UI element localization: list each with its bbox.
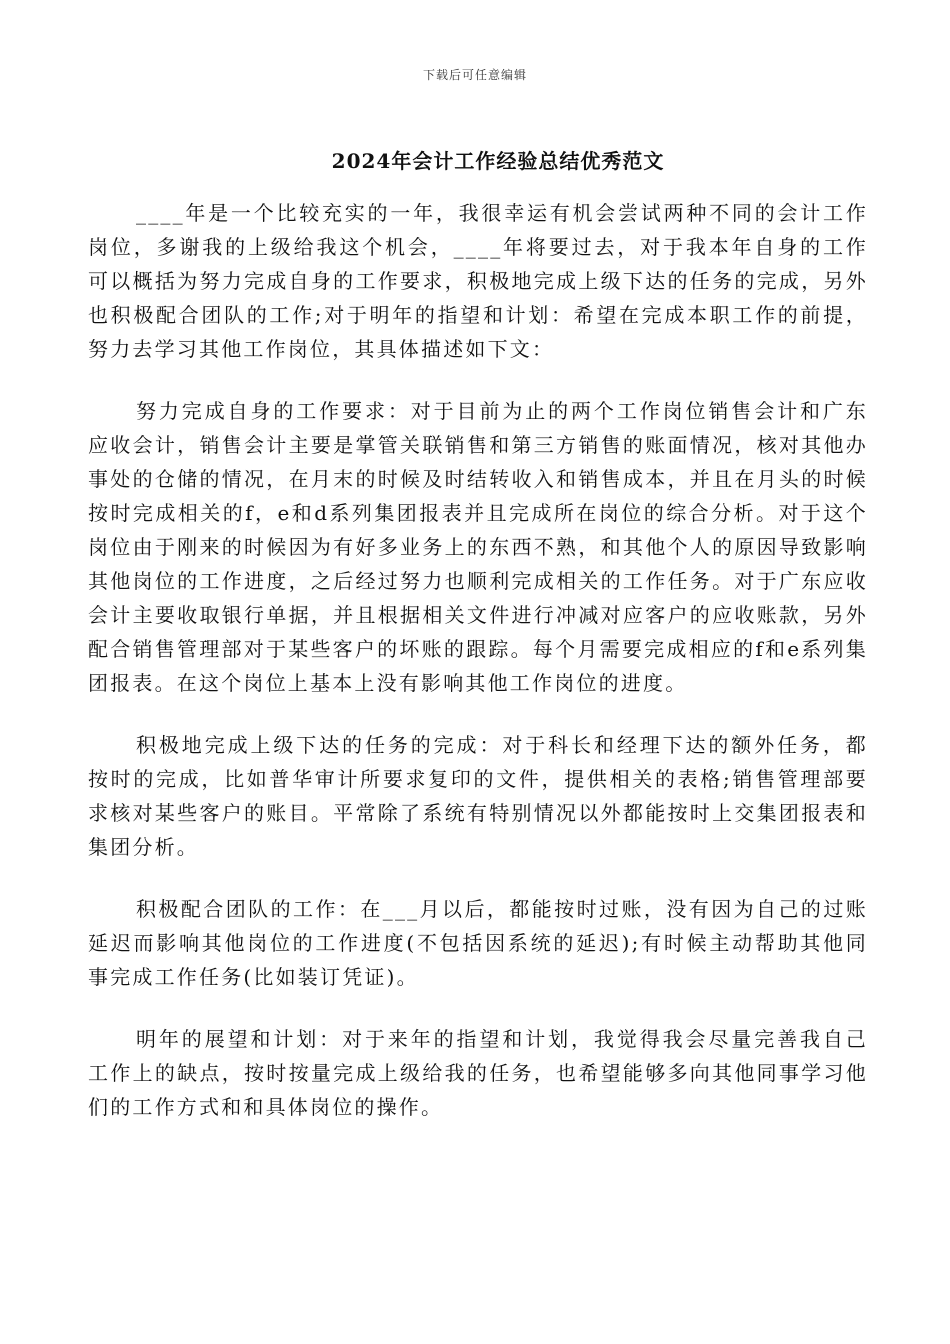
paragraph-teamwork: 积极配合团队的工作：在___月以后，都能按时过账，没有因为自己的过账延迟而影响其他岗位的工作进度(不包括因系统的延迟);有时候主动帮助其他同事完成工作任务(比如装订凭证)。	[88, 897, 868, 989]
document-title: 2024年会计工作经验总结优秀范文	[331, 149, 665, 173]
paragraph-superior-tasks: 积极地完成上级下达的任务的完成：对于科长和经理下达的额外任务，都按时的完成，比如普华审计所要求复印的文件，提供相关的表格;销售管理部要求核对某些客户的账目。平常除了系统有特别情况以外都能按时上交集团报表和集团分析。	[88, 733, 868, 859]
paragraph-next-year-plan: 明年的展望和计划：对于来年的指望和计划，我觉得我会尽量完善我自己工作上的缺点，按时按量完成上级给我的任务，也希望能够多向其他同事学习他们的工作方式和和具体岗位的操作。	[88, 1027, 868, 1119]
header-note: 下载后可任意编辑	[422, 68, 527, 82]
paragraph-intro: ____年是一个比较充实的一年，我很幸运有机会尝试两种不同的会计工作岗位，多谢我的上级给我这个机会，____年将要过去，对于我本年自身的工作可以概括为努力完成自身的工作要求，积极地完成上级下达的任务的完成，另外也积极配合团队的工作;对于明年的指望和计划：希望在完成本职工作的前提，努力去学习其他工作岗位，其具体描述如下文：	[88, 201, 868, 361]
paragraph-own-work: 努力完成自身的工作要求：对于目前为止的两个工作岗位销售会计和广东应收会计，销售会计主要是掌管关联销售和第三方销售的账面情况，核对其他办事处的仓储的情况，在月末的时候及时结转收入和销售成本，并且在月头的时候按时完成相关的f，e和d系列集团报表并且完成所在岗位的综合分析。对于这个岗位由于刚来的时候因为有好多业务上的东西不熟，和其他个人的原因导致影响其他岗位的工作进度，之后经过努力也顺利完成相关的工作任务。对于广东应收会计主要收取银行单据，并且根据相关文件进行冲减对应客户的应收账款，另外配合销售管理部对于某些客户的坏账的跟踪。每个月需要完成相应的f和e系列集团报表。在这个岗位上基本上没有影响其他工作岗位的进度。	[88, 399, 868, 695]
document-body	[88, 196, 868, 1152]
